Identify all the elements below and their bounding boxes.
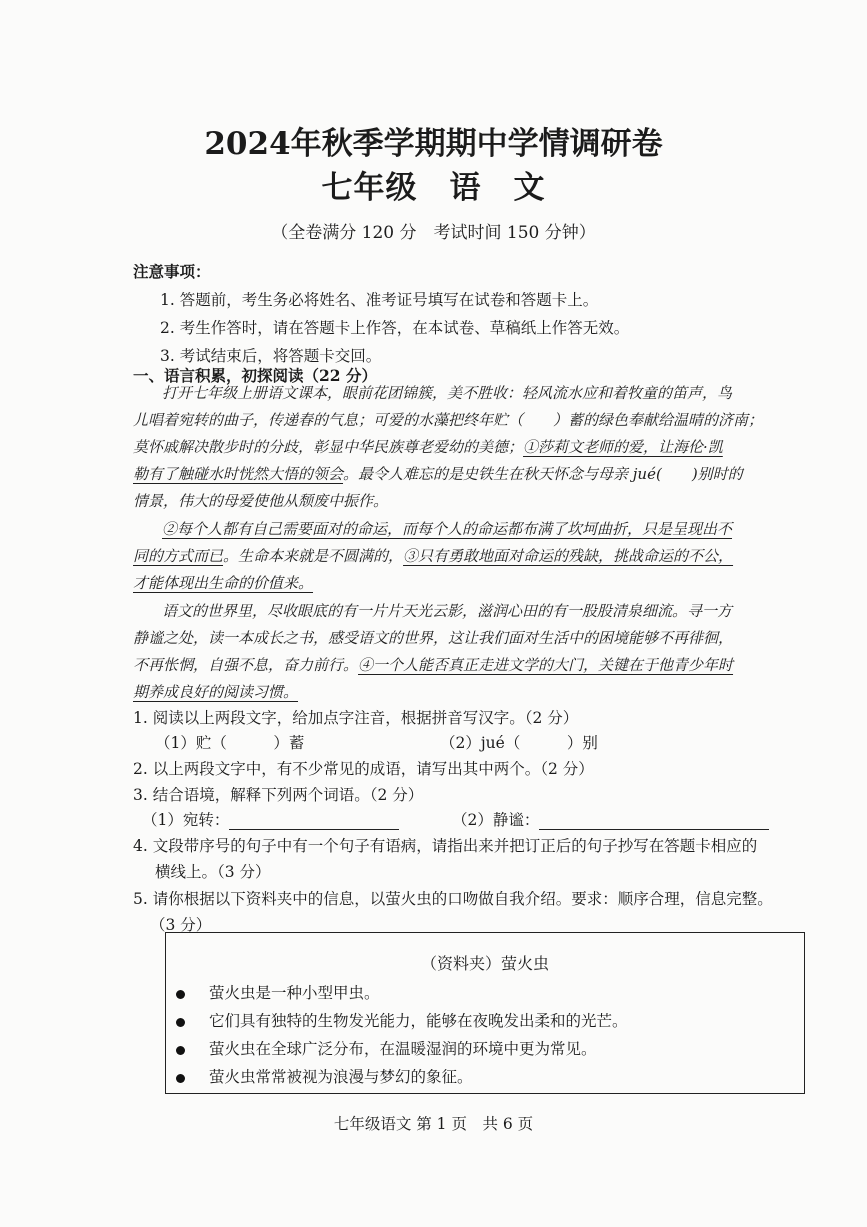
numbered-sentence-2-cont: 同的方式而已: [133, 547, 224, 565]
question-1-part-2: （2）jué（ ）别: [440, 734, 598, 752]
info-folder-item: [176, 1065, 473, 1087]
question-5: 5. 请你根据以下资料夹中的信息，以萤火虫的口吻做自我介绍。要求：顺序合理，信息完整。: [133, 890, 773, 908]
passage-line: [133, 654, 733, 675]
question-5-cont: （3 分）: [150, 916, 212, 934]
passage-line: [133, 463, 743, 484]
numbered-sentence-1-cont: 勒有了触碰水时恍然大悟的领会: [133, 465, 344, 483]
exam-info: （全卷满分 120 分 考试时间 150 分钟）: [271, 223, 596, 243]
passage-text: 。最令人难忘的是史铁生在秋天怀念与母亲 jué( )别时的: [343, 465, 743, 483]
passage-text: 不再怅惘，自强不息，奋力前行。: [133, 656, 359, 674]
question-3: 3. 结合语境，解释下列两个词语。（2 分）: [133, 786, 424, 804]
term-label: （1）宛转：: [142, 811, 230, 829]
numbered-sentence-4-cont: 期养成良好的阅读习惯。: [133, 683, 299, 701]
info-folder-item-text: 萤火虫在全球广泛分布，在温暖湿润的环境中更为常见。: [209, 1040, 597, 1058]
info-folder-item-text: 萤火虫是一种小型甲虫。: [209, 984, 380, 1002]
bullet-icon: [176, 1074, 185, 1083]
question-1: 1. 阅读以上两段文字，给加点字注音，根据拼音写汉字。（2 分）: [133, 709, 579, 727]
answer-blank: [229, 829, 399, 830]
question-4-cont: 横线上。（3 分）: [155, 863, 271, 881]
question-4: 4. 文段带序号的句子中有一个句子有语病，请指出来并把订正后的句子抄写在答题卡相应的: [133, 837, 758, 855]
info-folder-item: [176, 1009, 628, 1031]
passage-text: 。生命本来就是不圆满的，: [223, 547, 404, 565]
info-folder-item: [176, 981, 380, 1003]
passage-line: 静谧之处，读一本成长之书，感受语文的世界，这让我们面对生活中的困境能够不再徘徊，: [133, 629, 734, 647]
passage-line: [133, 436, 723, 457]
question-1-part-1: （1）贮（ ）蓄: [155, 734, 305, 752]
exam-subtitle: 七年级 语 文: [321, 170, 546, 206]
passage-line: [133, 545, 733, 566]
info-folder-item-text: 它们具有独特的生物发光能力，能够在夜晚发出柔和的光芒。: [209, 1012, 628, 1030]
numbered-sentence-4: ④一个人能否真正走进文学的大门，关键在于他青少年时: [358, 656, 734, 674]
passage-line: 打开七年级上册语文课本，眼前花团锦簇，美不胜收：轻风流水应和着牧童的笛声，鸟: [162, 384, 733, 402]
info-folder-item-text: 萤火虫常常被视为浪漫与梦幻的象征。: [209, 1068, 473, 1086]
note-item: 1. 答题前，考生务必将姓名、准考证号填写在试卷和答题卡上。: [160, 291, 599, 309]
question-2: 2. 以上两段文字中，有不少常见的成语，请写出其中两个。（2 分）: [133, 760, 594, 778]
notes-heading: 注意事项：: [133, 262, 211, 281]
section-heading: 一、语言积累，初探阅读（22 分）: [133, 366, 377, 385]
numbered-sentence-2: ②每个人都有自己需要面对的命运，而每个人的命运都布满了坎坷曲折，只是呈现出不: [162, 520, 733, 538]
info-folder-title: （资料夹）萤火虫: [420, 954, 549, 973]
numbered-sentence-3: ③只有勇敢地面对命运的残缺，挑战命运的不公，: [403, 547, 734, 565]
numbered-sentence-1: ①莎莉文老师的爱，让海伦·凯: [523, 438, 723, 456]
term-label: （2）静谧：: [452, 811, 540, 829]
numbered-sentence-3-cont: 才能体现出生命的价值来。: [133, 574, 314, 592]
info-folder-item: [176, 1037, 597, 1059]
exam-title: 2024年秋季学期期中学情调研卷: [204, 126, 663, 162]
passage-line: 儿唱着宛转的曲子，传递春的气息；可爱的水藻把终年贮（ ）蓄的绿色奉献给温晴的济南；: [133, 411, 764, 429]
bullet-icon: [176, 1046, 185, 1055]
question-3-part-2: [452, 808, 769, 830]
passage-line: 情景，伟大的母爱使他从颓废中振作。: [133, 492, 389, 510]
page-footer: 七年级语文 第 1 页 共 6 页: [333, 1115, 534, 1133]
info-folder-box: [165, 932, 805, 1094]
note-item: 3. 考试结束后，将答题卡交回。: [160, 347, 382, 365]
bullet-icon: [176, 1018, 185, 1027]
bullet-icon: [176, 990, 185, 999]
passage-text: 莫怀戚解决散步时的分歧，彰显中华民族尊老爱幼的美德；: [133, 438, 524, 456]
note-item: 2. 考生作答时，请在答题卡上作答，在本试卷、草稿纸上作答无效。: [160, 319, 630, 337]
question-3-part-1: [142, 808, 399, 830]
passage-line: 语文的世界里，尽收眼底的有一片片天光云影，滋润心田的有一股股清泉细流。寻一方: [162, 602, 733, 620]
answer-blank: [539, 829, 769, 830]
